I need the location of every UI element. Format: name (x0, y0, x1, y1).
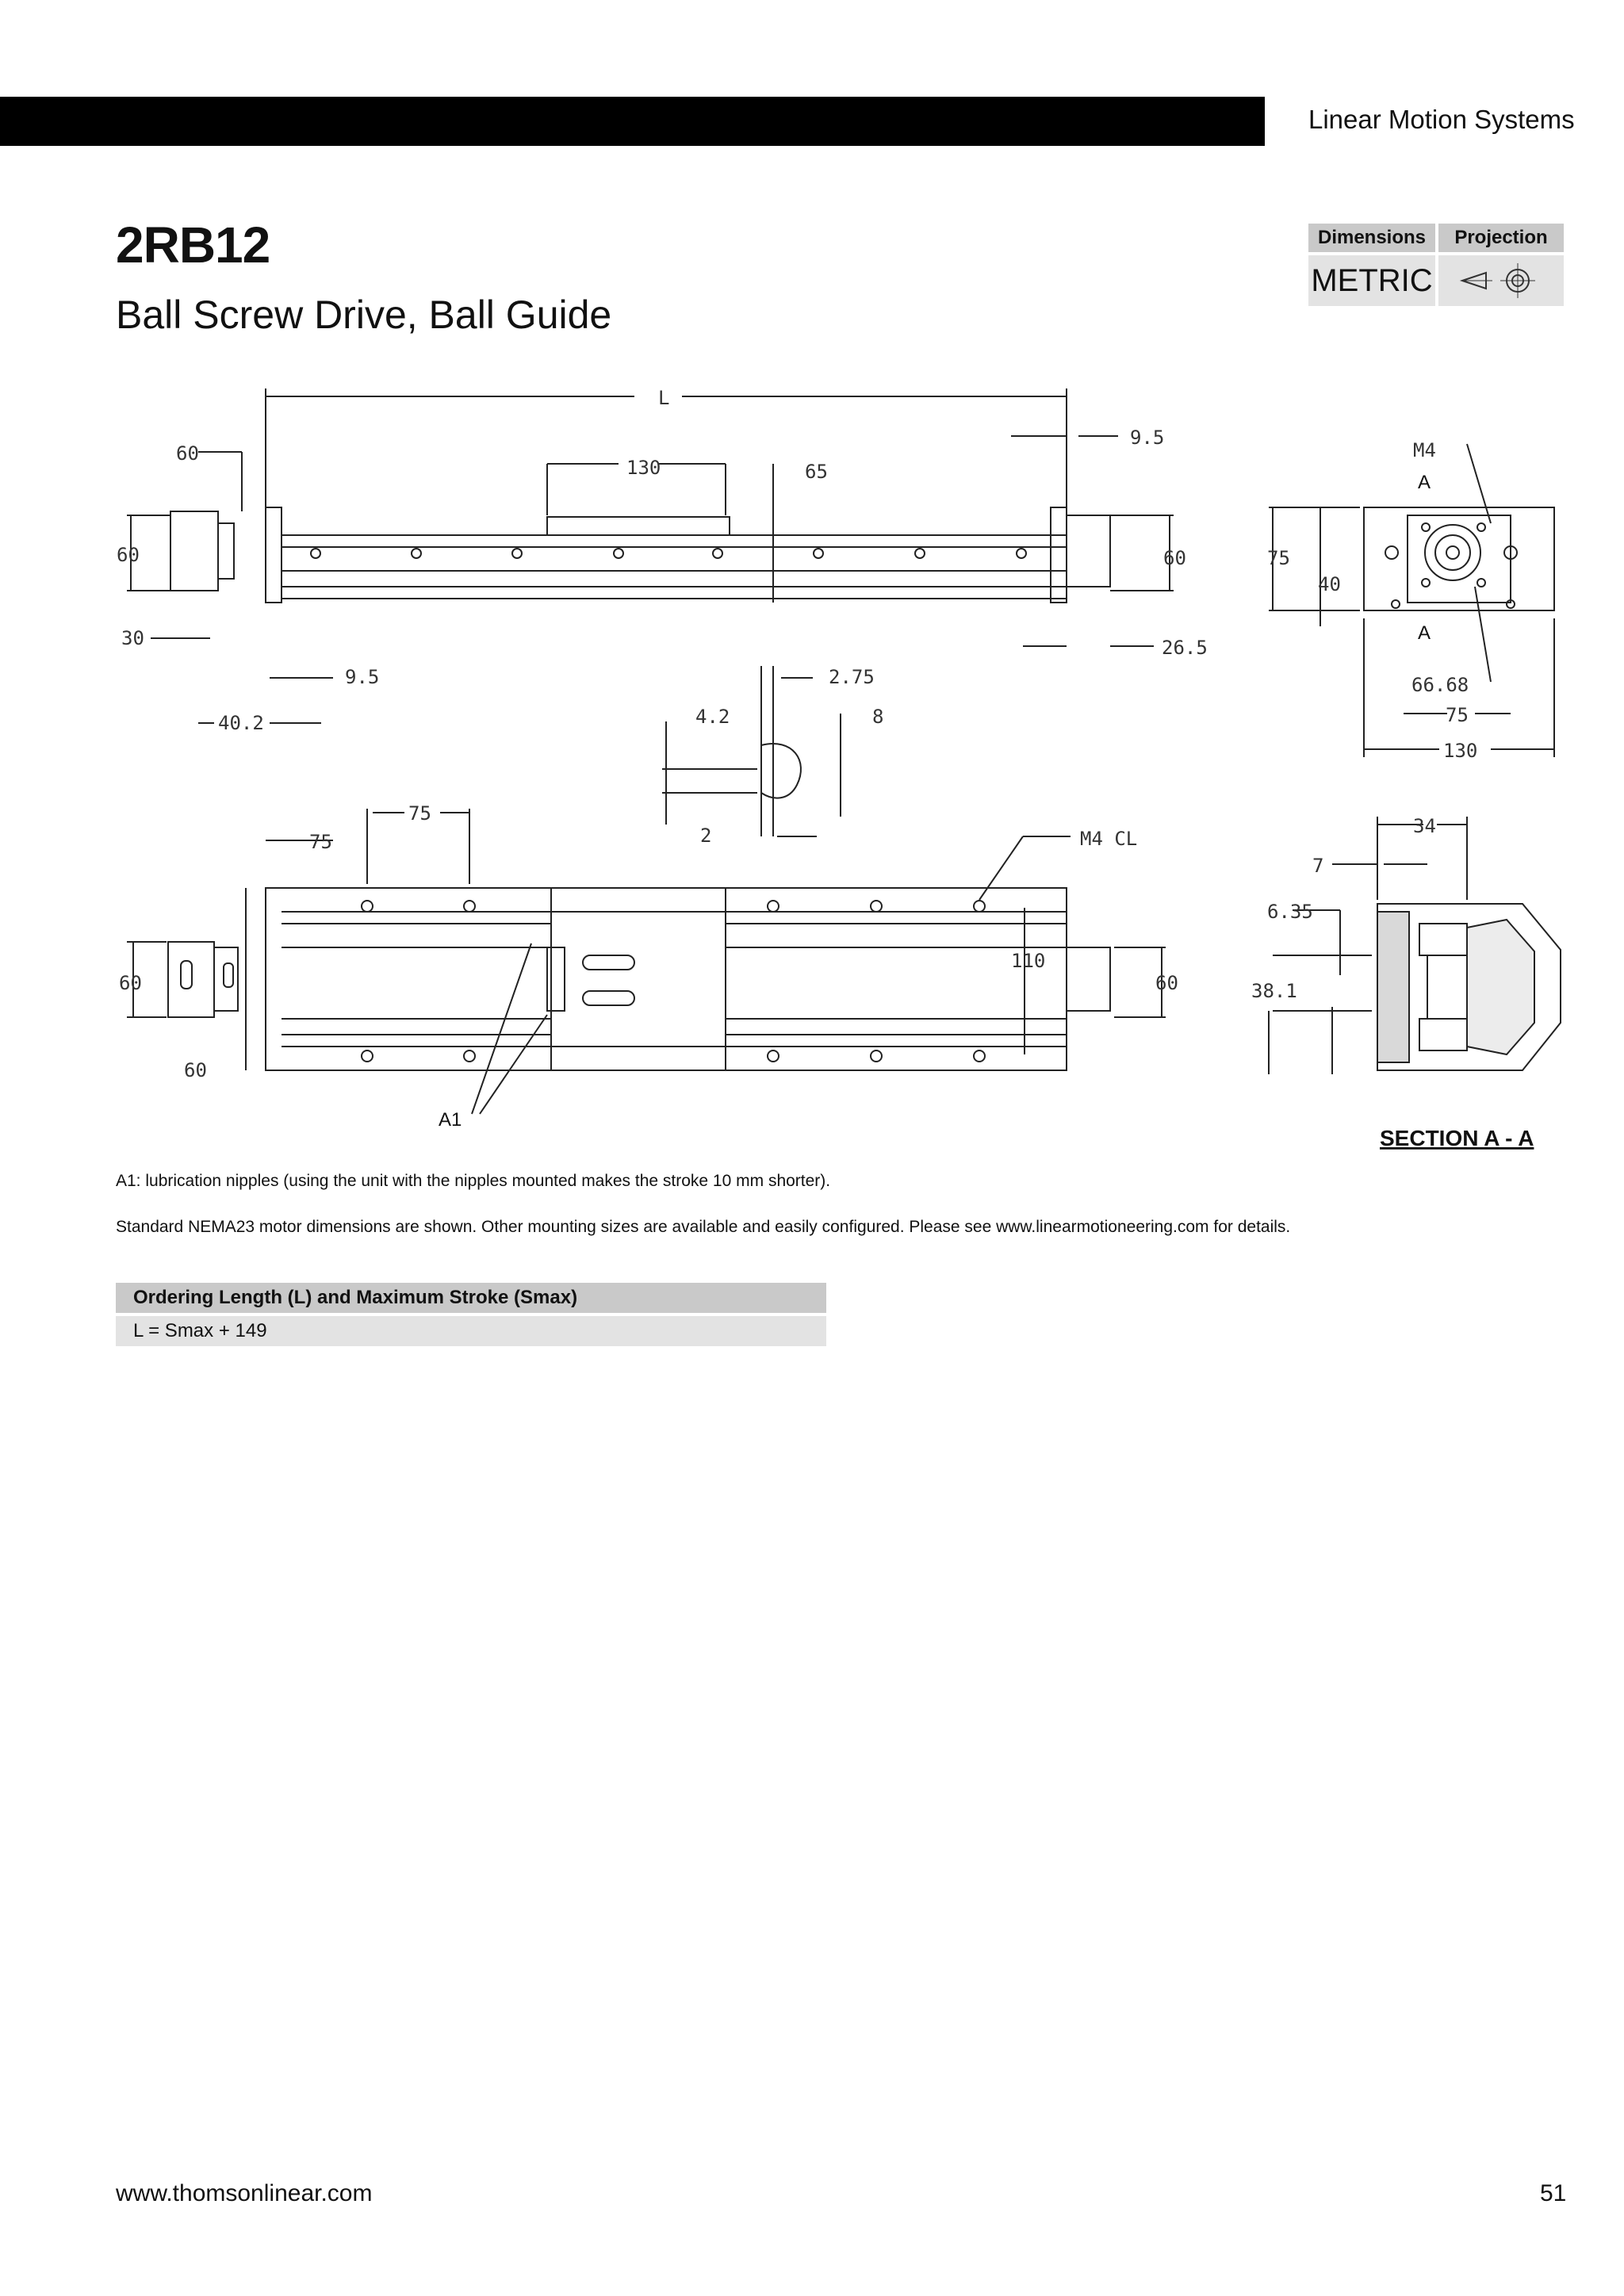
dim-110: 110 (1011, 950, 1046, 972)
dim-60-left: 60 (117, 544, 140, 566)
ordering-table-header: Ordering Length (L) and Maximum Stroke (Smax) (116, 1283, 826, 1313)
dim-60-right: 60 (1163, 547, 1186, 569)
section-title: Linear Motion Systems (1308, 105, 1575, 134)
end-view-labels (1267, 439, 1477, 762)
dim-75-height: 75 (1267, 547, 1290, 569)
dim-8: 8 (872, 706, 884, 728)
section-marker-A-top: A (1418, 472, 1431, 493)
side-view-holes (311, 549, 1026, 558)
dimensions-label: Dimensions (1308, 224, 1435, 252)
section-title-A-A: SECTION A - A (1380, 1126, 1534, 1150)
ordering-table-formula: L = Smax + 149 (116, 1316, 826, 1346)
dim-2: 2 (700, 825, 712, 847)
dim-60-top: 60 (176, 442, 199, 465)
detail-view-labels (695, 666, 883, 847)
dim-M4: M4 (1413, 439, 1436, 461)
top-view-holes (362, 901, 985, 1062)
dim-7: 7 (1312, 855, 1324, 877)
dim-2-75: 2.75 (829, 666, 875, 688)
side-view-labels (117, 387, 1208, 734)
dim-9-5-right: 9.5 (1130, 427, 1165, 449)
dim-9-5-left: 9.5 (345, 666, 380, 688)
dim-30: 30 (121, 627, 144, 649)
dim-66-68: 66.68 (1411, 674, 1469, 696)
footer-url[interactable]: www.thomsonlinear.com (116, 2180, 373, 2206)
dim-75-b: 75 (309, 831, 332, 853)
end-view (1269, 444, 1554, 757)
dim-L: L (658, 387, 670, 409)
top-view-labels (119, 802, 1178, 1131)
note-a1: A1: lubrication nipples (using the unit with the nipples mounted makes the stroke 10 mm shorter). (116, 1172, 831, 1190)
dim-26-5: 26.5 (1162, 637, 1208, 659)
dim-60-bottom: 60 (184, 1059, 207, 1081)
units-value: METRIC (1308, 255, 1435, 306)
dim-60-left-top: 60 (119, 972, 142, 994)
dim-75-width: 75 (1446, 704, 1469, 726)
dim-130: 130 (626, 457, 661, 479)
dim-65: 65 (805, 461, 828, 483)
dim-130-width: 130 (1443, 740, 1478, 762)
section-marker-A-bottom: A (1418, 622, 1431, 644)
note-nema: Standard NEMA23 motor dimensions are shown. Other mounting sizes are available and easily configured. Please see www.linearmotioneering.com for details. (116, 1218, 1291, 1236)
detail-view (662, 666, 841, 836)
dim-4-2: 4.2 (695, 706, 730, 728)
label-A1: A1 (439, 1109, 462, 1131)
dim-40-2: 40.2 (218, 712, 264, 734)
product-description: Ball Screw Drive, Ball Guide (116, 293, 612, 337)
dim-40: 40 (1318, 573, 1341, 595)
dim-34: 34 (1413, 815, 1436, 837)
page-number: 51 (1540, 2180, 1567, 2206)
ordering-table (116, 1283, 826, 1346)
product-code: 2RB12 (116, 216, 270, 274)
dim-38-1: 38.1 (1251, 980, 1297, 1002)
label-M4-CL: M4 CL (1080, 828, 1138, 850)
dim-60-right-top: 60 (1155, 972, 1178, 994)
dim-6-35: 6.35 (1267, 901, 1313, 923)
dim-75-a: 75 (408, 802, 431, 825)
top-view (127, 809, 1166, 1114)
side-view (127, 388, 1174, 723)
projection-label: Projection (1438, 224, 1564, 252)
